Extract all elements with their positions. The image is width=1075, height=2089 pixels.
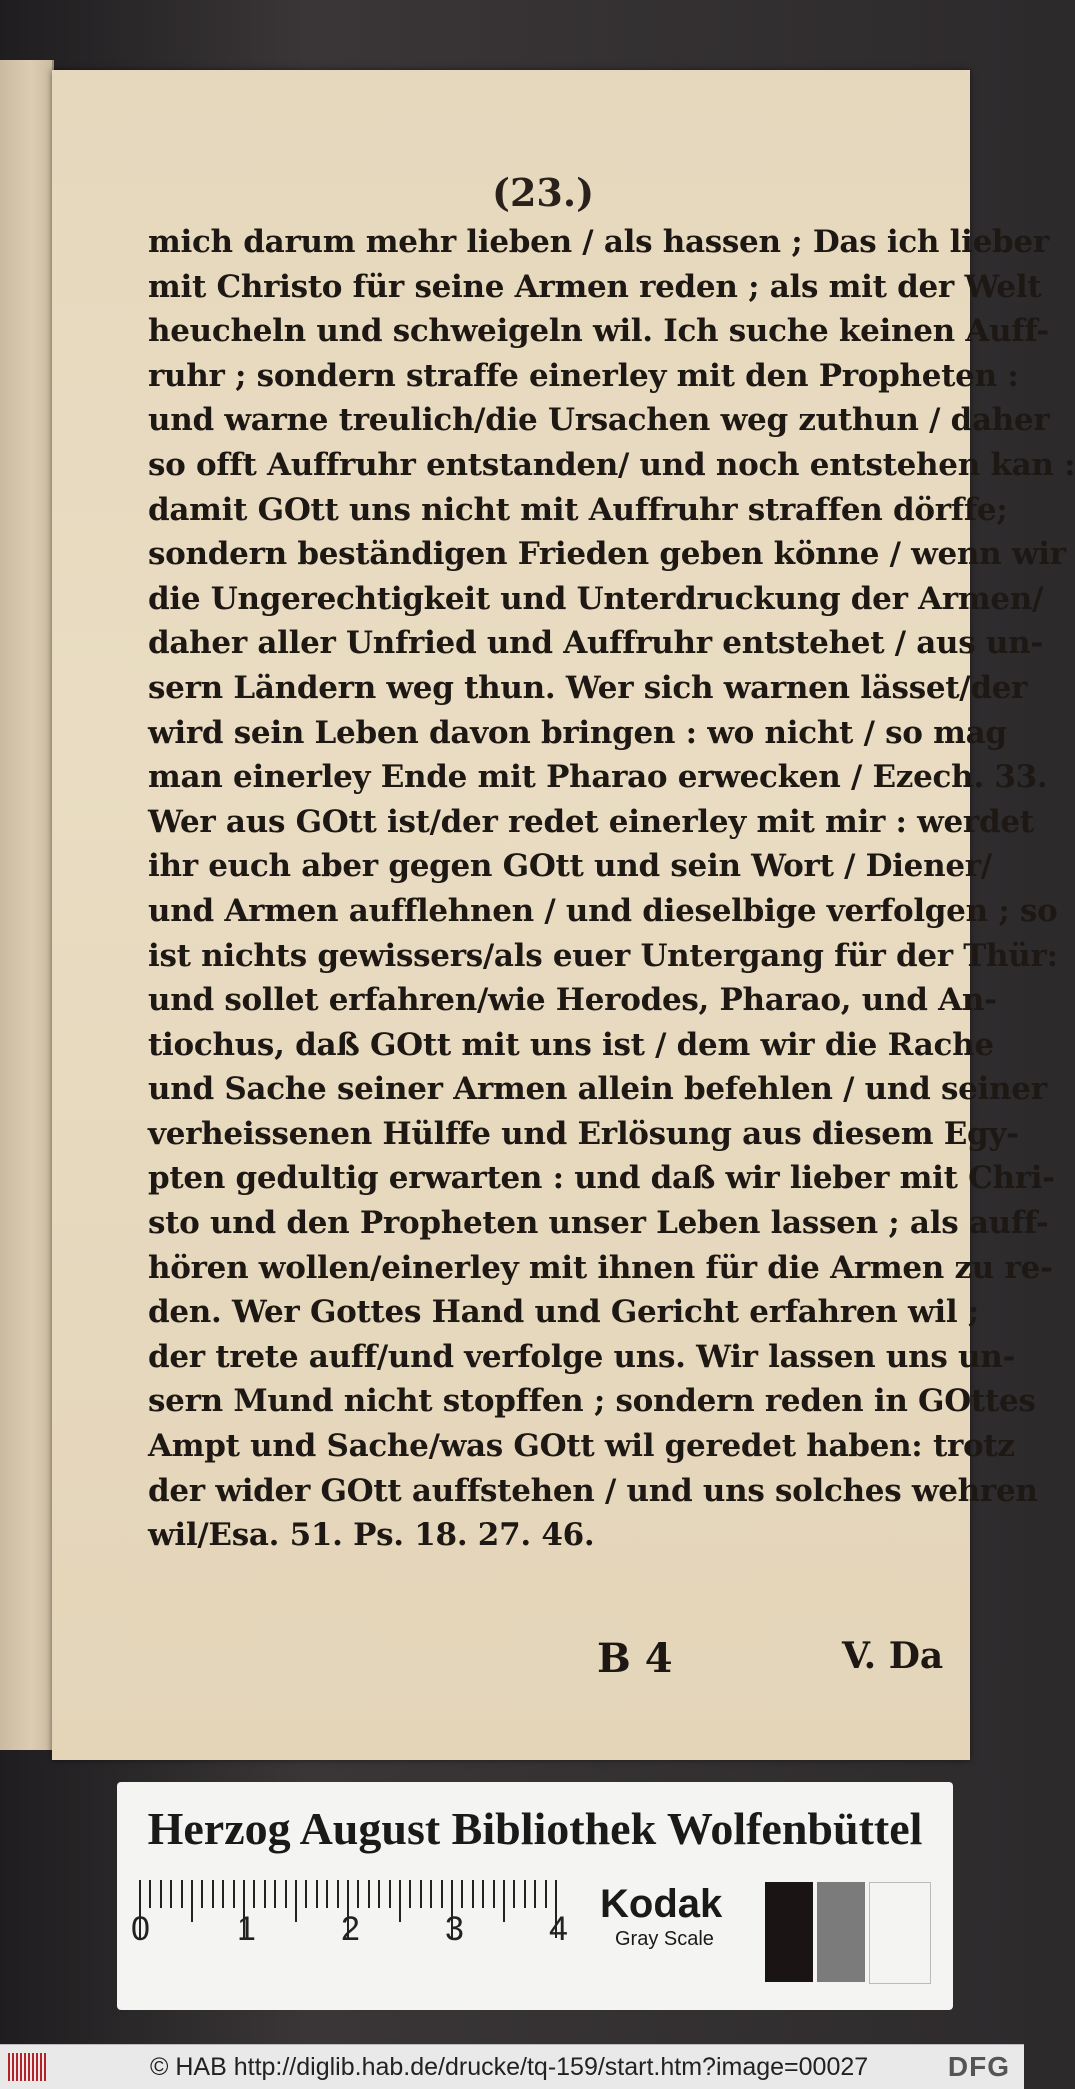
text-line: und Armen aufflehnen / und dieselbige verfolgen ; so [148,892,1058,929]
ruler-tick [420,1880,422,1908]
ruler-tick [212,1880,214,1908]
text-line: und warne treulich/die Ursachen weg zuthun / daher [148,402,1050,439]
ruler-tick [513,1880,515,1908]
gray-swatch-dark [765,1882,813,1982]
ruler-tick [316,1880,318,1908]
ruler-tick [441,1880,443,1908]
text-line: ist nichts gewissers/als euer Untergang für der Thür: [148,937,1058,974]
text-line: ihr euch aber gegen GOtt und sein Wort / Diener/ [148,848,992,885]
text-line: so offt Auffruhr entstanden/ und noch entstehen kan : [148,446,1075,483]
viewer-footer [0,2044,1024,2089]
ruler-tick [264,1880,266,1908]
text-line: der wider GOtt auffstehen / und uns solches wehren [148,1472,1038,1509]
ruler-tick [201,1880,203,1908]
ruler-number: 1 [237,1910,256,1948]
gray-swatch-light [869,1882,931,1984]
ruler-tick [534,1880,536,1908]
text-line: wird sein Leben davon bringen : wo nicht / so mag [148,714,1007,751]
ruler-tick [295,1880,297,1922]
page-number: (23.) [492,170,595,215]
ruler-tick [274,1880,276,1908]
ruler-tick [285,1880,287,1908]
color-target-card [117,1782,953,2010]
text-line: verheissenen Hülffe und Erlösung aus diesem Egy- [148,1115,1019,1152]
ruler-tick [524,1880,526,1908]
catchword: V. Da [842,1635,944,1677]
ruler-tick [233,1880,235,1908]
ruler-tick [545,1880,547,1908]
book-page [52,70,1075,1760]
text-line: sondern beständigen Frieden geben könne / wenn wir [148,536,1066,573]
ruler-tick [389,1880,391,1908]
library-name: Herzog August Bibliothek Wolfenbüttel [147,1803,923,1854]
text-line: die Ungerechtigkeit und Unterdruckung der Armen/ [148,580,1044,617]
text-line: daher aller Unfried und Auffruhr entstehet / aus un- [148,625,1043,662]
ruler-tick [181,1880,183,1908]
grayscale-label: Gray Scale [615,1928,714,1950]
ruler-tick [503,1880,505,1922]
ruler-tick [149,1880,151,1908]
text-line: pten gedultig erwarten : und daß wir lieber mit Chri- [148,1160,1055,1197]
text-line: damit GOtt uns nicht mit Auffruhr straffen dörffe; [148,491,1008,528]
ruler-tick [493,1880,495,1908]
ruler-tick [357,1880,359,1908]
page-body-text [148,220,1075,1558]
text-line: wil/Esa. 51. Ps. 18. 27. 46. [148,1517,595,1554]
kodak-logo: Kodak [600,1882,723,1926]
ruler-tick [399,1880,401,1922]
ruler-number: 0 [131,1910,150,1948]
text-line: sern Mund nicht stopffen ; sondern reden in GOttes [148,1383,1036,1420]
ruler-tick [482,1880,484,1908]
text-line: Ampt und Sache/was GOtt wil geredet haben: trotz [148,1428,1015,1465]
text-line: heucheln und schweigeln wil. Ich suche keinen Auff- [148,313,1049,350]
ruler-number: 2 [341,1910,360,1948]
text-line: sto und den Propheten unser Leben lassen ; als auff- [148,1205,1049,1242]
ruler-tick [430,1880,432,1908]
text-line: sern Ländern weg thun. Wer sich warnen lässet/der [148,669,1028,706]
signature-mark: B 4 [597,1635,673,1682]
scale-ruler [139,1880,679,1940]
copyright-url[interactable]: © HAB http://diglib.hab.de/drucke/tq-159/start.htm?image=00027 [150,2053,869,2081]
ruler-tick [191,1880,193,1922]
ruler-tick [472,1880,474,1908]
text-line: und Sache seiner Armen allein befehlen / und seiner [148,1071,1047,1108]
text-line: hören wollen/einerley mit ihnen für die Armen zu re- [148,1249,1053,1286]
dfg-logo: DFG [947,2051,1010,2082]
ruler-tick [222,1880,224,1908]
ruler-tick [461,1880,463,1908]
text-line: ruhr ; sondern straffe einerley mit den Propheten : [148,357,1019,394]
text-line: den. Wer Gottes Hand und Gericht erfahren wil ; [148,1294,979,1331]
text-line: der trete auff/und verfolge uns. Wir lassen uns un- [148,1338,1016,1375]
ruler-number: 4 [549,1910,568,1948]
facing-page-edge [0,60,54,1750]
ruler-tick [170,1880,172,1908]
gray-swatch-mid [817,1882,865,1982]
text-line: tiochus, daß GOtt mit uns ist / dem wir die Rache [148,1026,994,1063]
ruler-tick [337,1880,339,1908]
ruler-number: 3 [445,1910,464,1948]
ruler-tick [368,1880,370,1908]
text-line: mit Christo für seine Armen reden ; als mit der Welt [148,268,1042,305]
ruler-tick [305,1880,307,1908]
ruler-tick [326,1880,328,1908]
text-line: Wer aus GOtt ist/der redet einerley mit mir : werdet [148,803,1034,840]
text-line: man einerley Ende mit Pharao erwecken / Ezech. 33. [148,759,1048,796]
ruler-tick [160,1880,162,1908]
ruler-tick [409,1880,411,1908]
barcode-icon [8,2053,48,2081]
ruler-tick [253,1880,255,1908]
ruler-tick [378,1880,380,1908]
text-line: mich darum mehr lieben / als hassen ; Das ich lieber [148,224,1049,260]
text-line: und sollet erfahren/wie Herodes, Pharao, und An- [148,982,997,1019]
